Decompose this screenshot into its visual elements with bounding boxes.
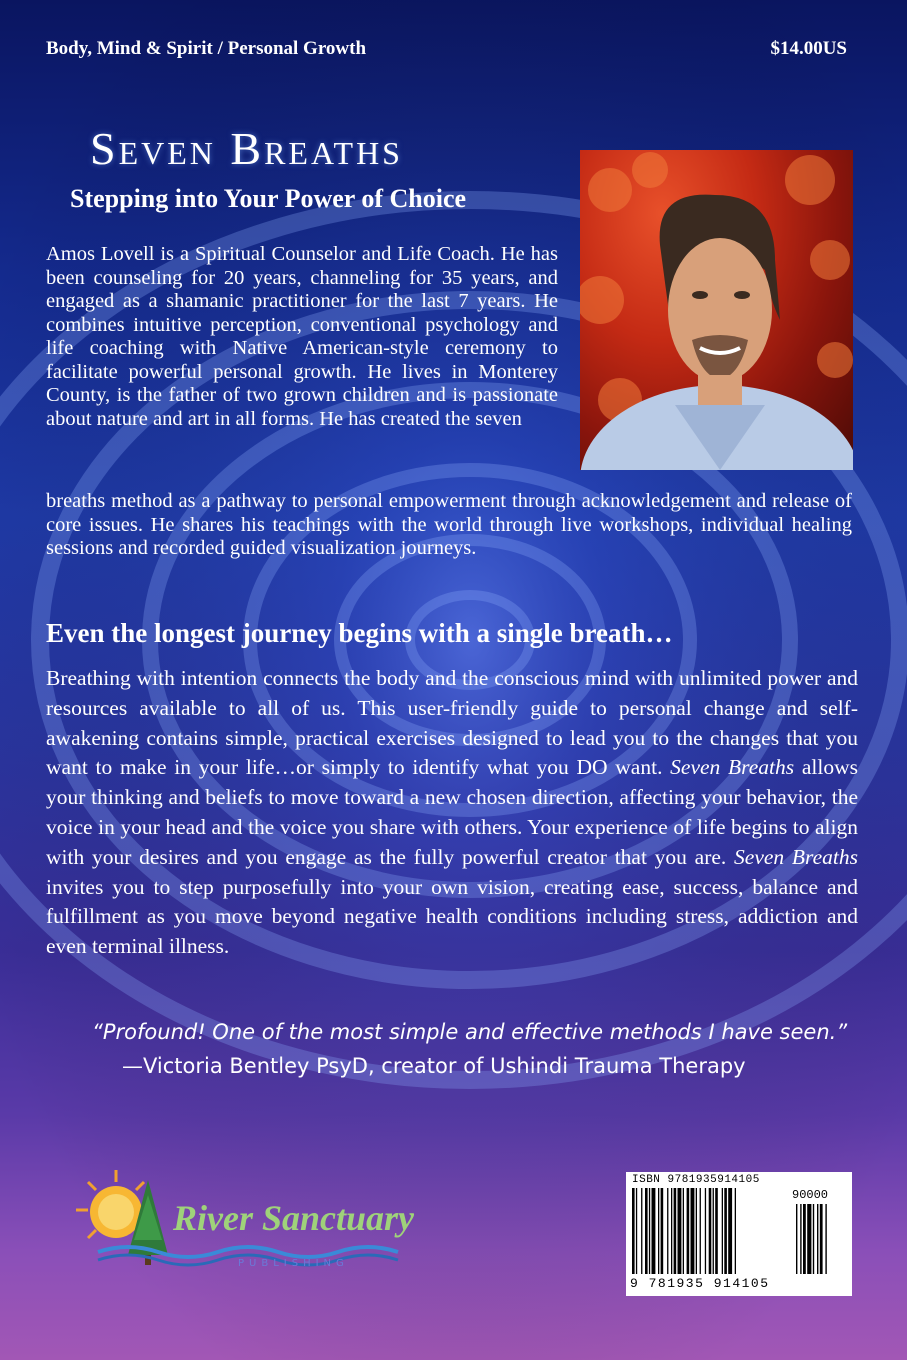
book-title: Seven Breaths (90, 123, 403, 174)
sun-tree-logo-icon (68, 1160, 438, 1270)
book-subtitle: Stepping into Your Power of Choice (70, 184, 467, 213)
author-portrait-icon (580, 150, 853, 470)
publisher-tagline: PUBLISHING (238, 1258, 349, 1269)
testimonial-attribution: —Victoria Bentley PsyD, creator of Ushindi Trauma Therapy (122, 1054, 746, 1078)
blurb-headline: Even the longest journey begins with a single breath… (46, 618, 673, 648)
isbn-label: ISBN 9781935914105 (632, 1174, 760, 1186)
blurb-text-2: allows your thinking and beliefs to move toward a new chosen direction, affecting your behavior, the voice in your head and the voice you share with others. Your experience of life begins to align with your desires and you engage as the fully powerful creator that you are. (46, 755, 858, 869)
book-description (46, 664, 858, 962)
price-code: 90000 (792, 1188, 829, 1202)
publisher-name: River Sanctuary (173, 1198, 415, 1238)
blurb-title-ref-2: Seven Breaths (734, 844, 858, 869)
price-label: $14.00US (770, 38, 847, 59)
isbn-barcode (626, 1172, 852, 1296)
isbn-digits: 9 781935 914105 (630, 1276, 770, 1291)
author-photo (580, 150, 853, 470)
blurb-text-3: invites you to step purposefully into your own vision, creating ease, success, balance and fulfillment as you move beyond negative health conditions including stress, addiction and even terminal illness. (46, 874, 858, 959)
author-bio-bottom: breaths method as a pathway to personal empowerment through acknowledgement and release of core issues. He shares his teachings with the world through live workshops, individual healing sessions and recorded guided visualization journeys. (46, 490, 852, 559)
author-bio-top: Amos Lovell is a Spiritual Counselor and Life Coach. He has been counseling for 20 years, channeling for 35 years, and engaged as a shamanic practitioner for the last 7 years. He combines intuitive perception, conventional psychology and life coaching with Native American-style ceremony to facilitate powerful personal growth. He lives in Monterey County, is the father of two grown children and is passionate about nature and art in all forms. He has created the seven (46, 243, 558, 430)
blurb-title-ref-1: Seven Breaths (670, 755, 795, 780)
publisher-logo (68, 1160, 438, 1270)
blurb-text-1: Breathing with intention connects the body and the conscious mind with unlimited power and resources available to all of us. This user-friendly guide to personal change and self-awakening contains simple, practical exercises designed to lead you to the changes that you want to make in your life…or simply to identify what you DO want. (46, 666, 858, 780)
testimonial-quote: “Profound! One of the most simple and effective methods I have seen.” (92, 1020, 848, 1044)
category-label: Body, Mind & Spirit / Personal Growth (46, 38, 367, 59)
